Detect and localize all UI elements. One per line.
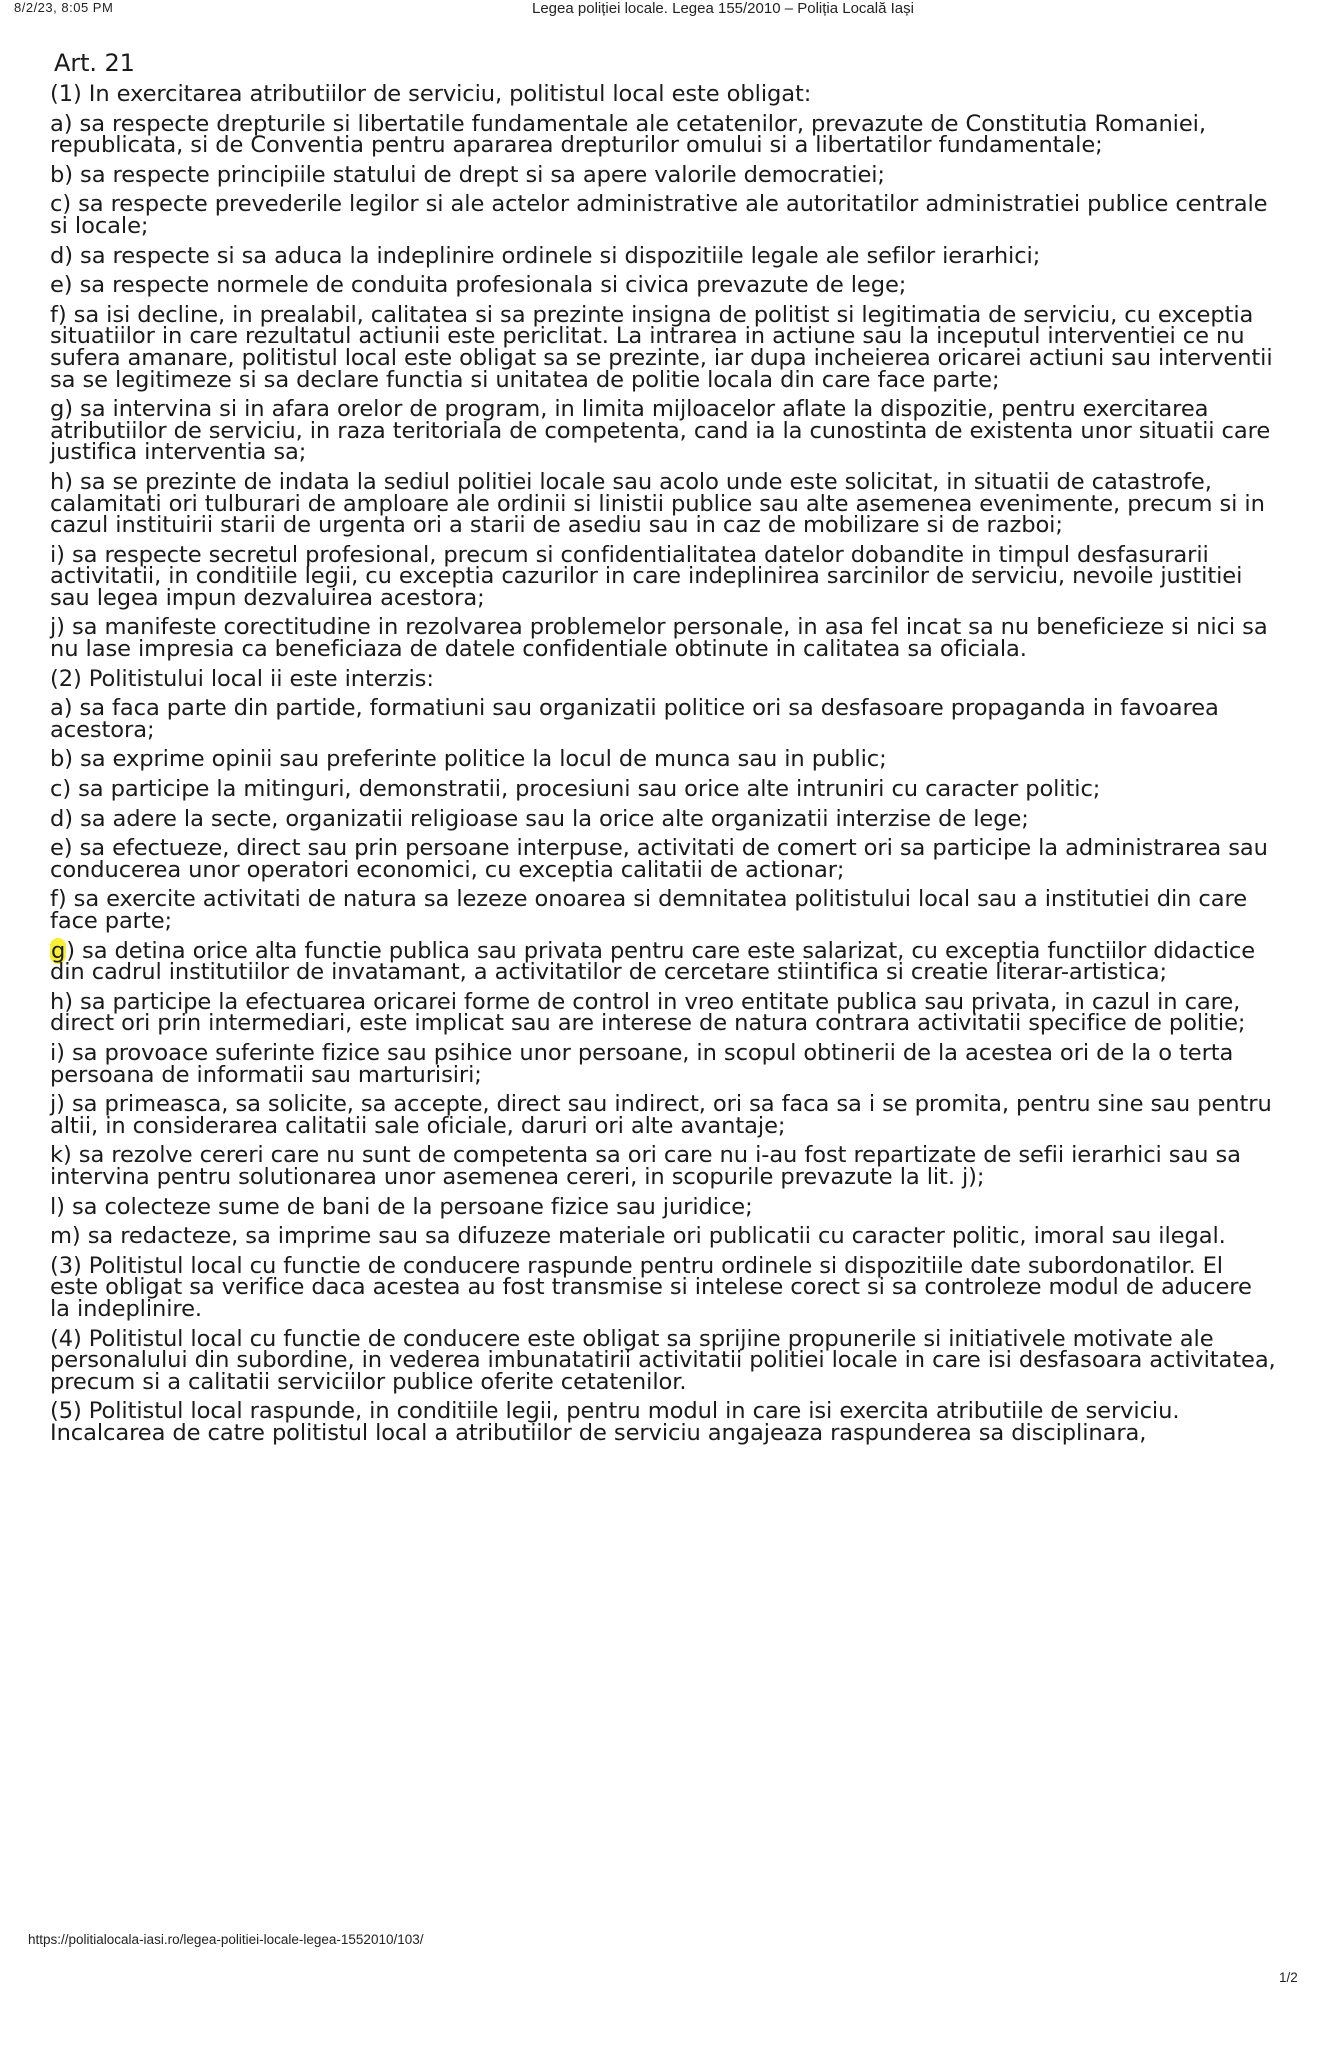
- item-2-g-highlighted: g) sa detina orice alta functie publica sau privata pentru care este salarizat, cu exceptia functiilor didactice din cadrul institutiilor de invatamant, a activitatilor de cercetare stiintifica si creatie literar-artistica;: [50, 937, 1256, 986]
- item-1-j: j) sa manifeste corectitudine in rezolvarea problemelor personale, in asa fel incat sa nu beneficieze si nici sa nu lase impresia ca beneficiaza de datele confidentiale obtinute in calitatea sa oficiala.: [50, 614, 1268, 663]
- paragraph-5: (5) Politistul local raspunde, in conditiile legii, pentru modul in care isi exercita atributiile de serviciu. Incalcarea de catre politistul local a atributiilor de serviciu angajeaza raspunderea sa disciplinara,: [50, 1398, 1180, 1446]
- print-header: [0, 0, 1338, 22]
- paragraph-4: (4) Politistul local cu functie de conducere este obligat sa sprijine propunerile si initiativele motivate ale personalului din subordine, in vederea imbunatatirii activitatii politiei locale in care isi desfasoara activitatea, precum si a calitatii serviciilor publice oferite cetatenilor.: [50, 1325, 1276, 1395]
- item-1-b: b) sa respecte principiile statului de drept si sa apere valorile democratiei;: [50, 161, 885, 188]
- item-1-h: h) sa se prezinte de indata la sediul politiei locale sau acolo unde este solicitat, in situatii de catastrofe, calamitati ori tulburari de amploare ale ordinii si linistii publice sau alte asemenea evenimente, precum si in cazul instituirii starii de urgenta ori a starii de asediu sau in caz de mobilizare si de razboi;: [50, 468, 1265, 539]
- item-2-j: j) sa primeasca, sa solicite, sa accepte, direct sau indirect, ori sa faca sa i se promita, pentru sine sau pentru altii, in considerarea calitatii sale oficiale, daruri ori alte avantaje;: [50, 1091, 1272, 1139]
- item-1-f: f) sa isi decline, in prealabil, calitatea si sa prezinte insigna de politist si legitimatia de serviciu, cu exceptia situatiilor in care rezultatul actiunii este periclitat. La intrarea in actiune sau la inceputul interventiei ce nu sufera amanare, politistul local este obligat sa se prezinte, iar dupa incheierea oricarei actiuni sau interventii sa se legitimeze si sa declare functia si unitatea de politie locala din care face parte;: [50, 301, 1273, 393]
- item-2-a: a) sa faca parte din partide, formatiuni sau organizatii politice ori sa desfasoare propaganda in favoarea acestora;: [50, 695, 1219, 743]
- item-2-i: i) sa provoace suferinte fizice sau psihice unor persoane, in scopul obtinerii de la acestea ori de la o terta persoana de informatii sau marturisiri;: [50, 1039, 1234, 1088]
- paragraph-3: (3) Politistul local cu functie de conducere raspunde pentru ordinele si dispozitiile date subordonatilor. El este obligat sa verifice daca acestea au fost transmise si intelese corect si sa controleze modul de aducere la indeplinire.: [50, 1252, 1252, 1322]
- article-title: Art. 21: [54, 49, 135, 77]
- page-number: 1/2: [1279, 1970, 1298, 1985]
- item-1-g: g) sa intervina si in afara orelor de program, in limita mijloacelor aflate la dispozitie, pentru exercitarea atributiilor de serviciu, in raza teritoriala de competenta, cand ia la cunostinta de existenta unor situatii care justifica interventia sa;: [50, 396, 1271, 466]
- item-1-c: c) sa respecte prevederile legilor si ale actelor administrative ale autoritatilor administratiei publice centrale si locale;: [50, 191, 1268, 239]
- item-2-k: k) sa rezolve cereri care nu sunt de competenta sa ori care nu i-au fost repartizate de sefii ierarhici sau sa intervina pentru solutionarea unor asemenea cereri, in scopurile prevazute la lit. j);: [50, 1142, 1241, 1190]
- paragraph-2: (2) Politistului local ii este interzis:: [50, 665, 434, 692]
- item-2-e: e) sa efectueze, direct sau prin persoane interpuse, activitati de comert ori sa participe la administrarea sau conducerea unor operatori economici, cu exceptia calitatii de actionar;: [50, 835, 1268, 883]
- item-1-e: e) sa respecte normele de conduita profesionala si civica prevazute de lege;: [50, 272, 907, 299]
- highlighter-mark: g: [51, 937, 66, 964]
- article-body: [50, 48, 1278, 1452]
- item-2-l: l) sa colecteze sume de bani de la persoane fizice sau juridice;: [50, 1193, 753, 1220]
- item-2-f: f) sa exercite activitati de natura sa lezeze onoarea si demnitatea politistului local sau a institutiei din care face parte;: [50, 886, 1247, 934]
- item-2-c: c) sa participe la mitinguri, demonstratii, procesiuni sau orice alte intruniri cu caracter politic;: [50, 776, 1101, 803]
- print-page-title: Legea poliției locale. Legea 155/2010 – Poliția Locală Iași: [532, 0, 914, 17]
- item-1-i: i) sa respecte secretul profesional, precum si confidentialitatea datelor dobandite in timpul desfasurarii activitatii, in conditiile legii, cu exceptia cazurilor in care indeplinirea sarcinilor de serviciu, nevoile justitiei sau legea impun dezvaluirea acestora;: [50, 541, 1243, 611]
- print-footer-url: https://politialocala-iasi.ro/legea-politiei-locale-legea-1552010/103/: [28, 1932, 424, 1947]
- item-1-d: d) sa respecte si sa aduca la indeplinire ordinele si dispozitiile legale ale sefilor ierarhici;: [50, 242, 1041, 269]
- item-2-d: d) sa adere la secte, organizatii religioase sau la orice alte organizatii interzise de lege;: [50, 805, 1029, 832]
- paragraph-1: (1) In exercitarea atributiilor de serviciu, politistul local este obligat:: [50, 81, 812, 107]
- item-2-h: h) sa participe la efectuarea oricarei forme de control in vreo entitate publica sau privata, in cazul in care, direct ori prin intermediari, este implicat sau are interese de natura contrara activitatii specifice de politie;: [50, 988, 1246, 1037]
- item-2-b: b) sa exprime opinii sau preferinte politice la locul de munca sau in public;: [50, 746, 887, 773]
- item-2-m: m) sa redacteze, sa imprime sau sa difuzeze materiale ori publicatii cu caracter politic, imoral sau ilegal.: [50, 1223, 1226, 1250]
- item-1-a: a) sa respecte drepturile si libertatile fundamentale ale cetatenilor, prevazute de Constitutia Romaniei, republicata, si de Conventia pentru apararea drepturilor omului si a libertatilor fundamentale;: [50, 110, 1206, 159]
- print-date: 8/2/23, 8:05 PM: [14, 0, 114, 15]
